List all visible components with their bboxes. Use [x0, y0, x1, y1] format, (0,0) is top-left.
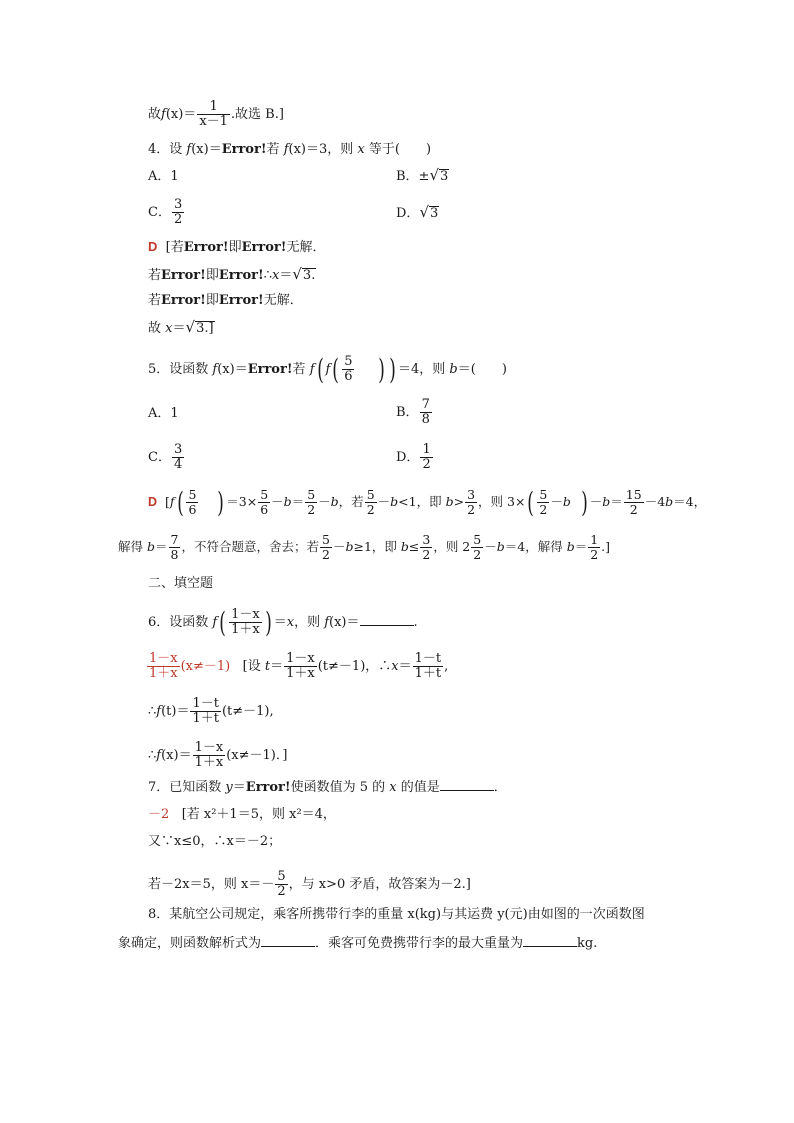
paren: (: [332, 352, 339, 386]
text: b: [445, 494, 454, 509]
question-8-line-1: [148, 906, 645, 924]
fraction: [190, 697, 221, 726]
text: b: [449, 362, 458, 377]
text: 的值是: [396, 780, 440, 795]
text: (x)＝: [191, 142, 222, 157]
text: 5．设函数: [148, 362, 213, 377]
text: ＝: [270, 659, 284, 674]
error-field: Error!: [245, 780, 291, 795]
text: 二、填空题: [148, 576, 214, 591]
radicand: 3.]: [196, 321, 214, 336]
paren: ): [217, 485, 225, 519]
text: (t≠－1)，∴: [317, 659, 392, 674]
text: ≤: [408, 539, 420, 554]
numerator: 1－x: [286, 651, 315, 666]
solution-6-line-1: [146, 652, 448, 681]
fraction: [197, 100, 230, 129]
numerator: 5: [473, 532, 482, 547]
text: f: [212, 615, 218, 630]
fraction: [193, 741, 226, 770]
question-4-option-a: [148, 168, 179, 186]
error-field: Error!: [221, 142, 267, 157]
text: f: [156, 704, 162, 719]
text: (x)＝: [165, 107, 197, 122]
question-6-stem: [148, 605, 418, 639]
numerator: 1－x: [194, 740, 224, 755]
numerator: 5: [188, 487, 197, 502]
text: C．: [148, 450, 171, 465]
text: b: [566, 539, 575, 554]
text: t: [264, 659, 271, 674]
text: 6．设函数: [148, 615, 213, 630]
text: ∴: [148, 704, 157, 719]
text: 又∵x≤0，∴x＝－2；: [148, 834, 282, 849]
paren: (: [176, 485, 184, 519]
text: ＝: [610, 494, 623, 509]
solution-4-line-2: [148, 265, 316, 285]
denominator: 6: [344, 369, 353, 384]
text: y: [225, 780, 233, 795]
text: －: [377, 494, 391, 509]
numerator: 15: [625, 487, 642, 502]
text: ＝: [155, 539, 168, 554]
text: －4: [644, 494, 666, 509]
fraction: [258, 488, 270, 517]
text: (t)＝: [161, 704, 190, 719]
text: 若: [148, 268, 162, 283]
text: ∴: [263, 268, 272, 283]
denominator: 2: [539, 502, 548, 517]
text: f: [324, 615, 330, 630]
text: －: [484, 539, 497, 554]
fraction: [420, 533, 432, 562]
text: b: [665, 494, 674, 509]
fraction: [284, 652, 317, 681]
numerator: 1: [422, 442, 431, 457]
text: 无解．: [263, 293, 303, 308]
solution-6-line-3: [148, 741, 287, 770]
numerator: 1－x: [149, 651, 178, 666]
text: b: [400, 539, 409, 554]
text: 象确定，则函数解析式为: [118, 936, 262, 951]
text: ,: [444, 659, 449, 674]
error-field: Error!: [241, 240, 287, 255]
numerator: 1－t: [414, 651, 442, 666]
numerator: 1－x: [231, 607, 260, 622]
denominator: 2: [467, 502, 476, 517]
fraction: [420, 398, 432, 427]
paren: ): [581, 485, 588, 519]
text: (x)＝: [161, 748, 192, 763]
numerator: 1: [590, 532, 599, 547]
fraction: [413, 652, 444, 681]
text: x: [391, 659, 399, 674]
denominator: 2: [307, 502, 316, 517]
numerator: 7: [421, 397, 430, 412]
text: kg.: [577, 936, 598, 951]
text: 若: [266, 142, 284, 157]
sqrt-sign: √: [429, 166, 440, 184]
text: ，则 2: [433, 539, 471, 554]
text: D．: [396, 206, 420, 221]
sqrt-sign: √: [419, 203, 429, 221]
answer: D: [148, 495, 158, 509]
text: x: [165, 321, 173, 336]
solution-5-line-2: [118, 533, 610, 562]
text: －: [589, 494, 603, 509]
error-field: Error!: [218, 293, 264, 308]
denominator: x－1: [199, 114, 228, 129]
fraction: [172, 198, 184, 227]
paren: ): [389, 352, 396, 386]
error-field: Error!: [218, 268, 264, 283]
text: ＝3×: [226, 494, 258, 509]
denominator: 2: [473, 547, 482, 562]
text: (x≠－1)．]: [226, 748, 288, 763]
text: ∴: [148, 748, 157, 763]
numerator: 5: [539, 487, 548, 502]
paren: (: [527, 485, 535, 519]
text: b: [146, 539, 155, 554]
paren: ): [378, 352, 385, 386]
fraction: [588, 533, 600, 562]
denominator: 8: [421, 412, 430, 427]
text: B．±: [396, 169, 430, 184]
solution-7-line-3: [148, 870, 471, 899]
text: x: [272, 268, 280, 283]
fraction: [172, 443, 184, 472]
paren: (: [316, 352, 324, 386]
question-4-option-d: [396, 203, 439, 223]
text: [若: [165, 240, 184, 255]
denominator: 2: [629, 502, 638, 517]
text: C．: [148, 205, 171, 220]
answer-blank: [261, 934, 315, 947]
denominator: 1＋x: [231, 622, 260, 637]
text: 即: [228, 240, 242, 255]
denominator: 8: [170, 547, 179, 562]
question-5-option-d: [396, 443, 434, 472]
text: >: [453, 494, 465, 509]
text: ，不符合题意，舍去；若: [181, 539, 319, 554]
radicand: 3.: [302, 268, 316, 283]
text: ．: [493, 780, 507, 795]
numerator: 5: [307, 487, 316, 502]
text: [设: [242, 659, 265, 674]
answer-blank: [440, 778, 494, 791]
solution-7-line-1: [148, 806, 336, 824]
text: ＝( ): [457, 362, 507, 377]
question-4-stem: [148, 141, 431, 159]
text: [: [164, 494, 170, 509]
denominator: 1＋x: [149, 666, 178, 681]
text: 若－2x＝5，则 x＝－: [148, 877, 275, 892]
text: 7．已知函数: [148, 780, 226, 795]
answer-blank: [523, 934, 577, 947]
denominator: 4: [173, 457, 183, 472]
denominator: 2: [173, 212, 183, 227]
text: －: [550, 494, 563, 509]
text: b: [330, 494, 339, 509]
denominator: 2: [590, 547, 599, 562]
text: ，则 3×: [478, 494, 526, 509]
error-field: Error!: [161, 293, 206, 308]
text: b: [562, 494, 571, 509]
numerator: 3: [467, 487, 476, 502]
text: 即: [205, 268, 219, 283]
answer: D: [148, 239, 158, 254]
text: A．1: [148, 406, 179, 421]
denominator: 2: [422, 457, 431, 472]
numerator: 1: [197, 100, 230, 115]
numerator: 5: [366, 487, 375, 502]
denominator: 2: [277, 884, 286, 899]
text: 无解．: [286, 240, 326, 255]
error-field: Error!: [161, 268, 206, 283]
text: ＝: [232, 780, 246, 795]
denominator: 2: [422, 547, 431, 562]
text: .: [413, 615, 418, 630]
text: .故选 B.]: [230, 107, 284, 122]
question-5-option-b: [396, 398, 433, 427]
text: 使函数值为 5 的: [290, 780, 390, 795]
text: <1，即: [398, 494, 446, 509]
error-field: Error!: [183, 240, 229, 255]
prev-solution-tail: [148, 100, 284, 129]
question-5-stem: [148, 352, 507, 386]
fraction: [320, 533, 332, 562]
text: 4．设: [148, 142, 187, 157]
text: ＝4，解得: [504, 539, 567, 554]
solution-7-line-2: [148, 833, 281, 851]
text: 故: [148, 107, 162, 122]
denominator: 1＋t: [192, 711, 219, 726]
fraction: [342, 355, 354, 384]
denominator: 1＋t: [414, 666, 442, 681]
text: b: [390, 494, 399, 509]
text: ＝: [172, 321, 186, 336]
question-7-stem: [148, 778, 507, 797]
fraction: [471, 533, 483, 562]
fraction: [365, 488, 377, 517]
text: ＝: [291, 494, 305, 509]
text: ．乘客可免费携带行李的最大重量为: [315, 936, 524, 951]
text: ，则: [294, 615, 325, 630]
numerator: 5: [321, 532, 330, 547]
numerator: 3: [422, 532, 431, 547]
fraction: [420, 443, 432, 472]
solution-4-line-1: [148, 238, 325, 257]
text: [若 x²＋1＝5，则 x²＝4，: [181, 807, 336, 822]
text: x: [357, 142, 365, 157]
text: (t≠－1),: [221, 704, 274, 719]
denominator: 1＋x: [194, 755, 224, 770]
text: f: [283, 142, 289, 157]
text: ＝: [574, 539, 588, 554]
text: b: [602, 494, 611, 509]
sqrt-sign: √: [185, 318, 196, 336]
question-8-line-2: [118, 934, 597, 953]
numerator: 5: [260, 487, 269, 502]
fraction: [169, 533, 181, 562]
text: f: [309, 362, 315, 377]
denominator: 6: [260, 502, 269, 517]
radicand: 3: [430, 206, 439, 221]
text: (x)＝: [217, 362, 248, 377]
fraction: [229, 608, 262, 637]
text: 若: [148, 293, 162, 308]
text: －: [332, 539, 346, 554]
text: .]: [601, 539, 611, 554]
text: b: [496, 539, 505, 554]
text: ＝4，: [673, 494, 707, 509]
text: ＝4，则: [398, 362, 450, 377]
paren: (: [219, 605, 226, 639]
text: ＝: [398, 659, 412, 674]
radicand: 3: [440, 169, 449, 184]
text: (x)＝: [329, 615, 360, 630]
answer: －2: [148, 807, 170, 822]
text: ，与 x>0 矛盾，故答案为－2.]: [288, 877, 471, 892]
answer-fraction: [147, 652, 180, 681]
text: 故: [148, 321, 166, 336]
answer-condition: (x≠－1): [180, 659, 231, 674]
text: f: [161, 107, 166, 122]
denominator: 2: [366, 502, 375, 517]
denominator: 6: [188, 502, 197, 517]
text: f: [212, 362, 218, 377]
text: (x)＝3，则: [288, 142, 358, 157]
text: ≥1，即: [353, 539, 401, 554]
solution-4-line-3: [148, 292, 303, 310]
text: －: [318, 494, 331, 509]
text: f: [325, 362, 331, 377]
text: －: [271, 494, 284, 509]
fraction: [624, 488, 644, 517]
fraction: [465, 488, 477, 517]
sqrt-sign: √: [292, 265, 302, 283]
question-4-option-b: [396, 166, 449, 186]
text: b: [283, 494, 292, 509]
section-heading: [148, 575, 213, 593]
fraction: [186, 488, 198, 517]
fraction: [537, 488, 549, 517]
fraction: [305, 488, 317, 517]
text: f: [186, 142, 192, 157]
numerator: 7: [170, 532, 179, 547]
question-5-option-a: [148, 405, 179, 423]
text: 解得: [118, 539, 147, 554]
solution-5-line-1: [148, 485, 707, 519]
solution-4-line-4: [148, 318, 215, 338]
text: b: [345, 539, 354, 554]
text: 若: [292, 362, 310, 377]
text: f: [156, 748, 162, 763]
denominator: 2: [321, 547, 330, 562]
text: 等于( ): [364, 142, 432, 157]
numerator: 5: [344, 354, 353, 369]
numerator: 1－t: [192, 696, 219, 711]
answer-blank: [360, 613, 414, 626]
text: 8．某航空公司规定，乘客所携带行李的重量 x(kg)与其运费 y(元)由如图的一次函数图: [148, 907, 645, 922]
text: ＝: [273, 615, 287, 630]
fraction: [275, 870, 287, 899]
numerator: 3: [173, 197, 183, 212]
text: f: [169, 494, 175, 509]
numerator: 3: [173, 442, 183, 457]
text: A．1: [148, 169, 179, 184]
denominator: 1＋x: [286, 666, 315, 681]
error-field: Error!: [247, 362, 293, 377]
text: D．: [396, 450, 420, 465]
paren: ): [264, 605, 272, 639]
text: B．: [396, 405, 419, 420]
text: ＝: [279, 268, 293, 283]
text: x: [286, 615, 295, 630]
question-4-option-c: [148, 198, 185, 227]
text: x: [389, 780, 397, 795]
question-5-option-c: [148, 443, 185, 472]
numerator: 5: [277, 869, 286, 884]
solution-6-line-2: [148, 697, 274, 726]
text: 即: [205, 293, 219, 308]
text: ，若: [338, 494, 364, 509]
